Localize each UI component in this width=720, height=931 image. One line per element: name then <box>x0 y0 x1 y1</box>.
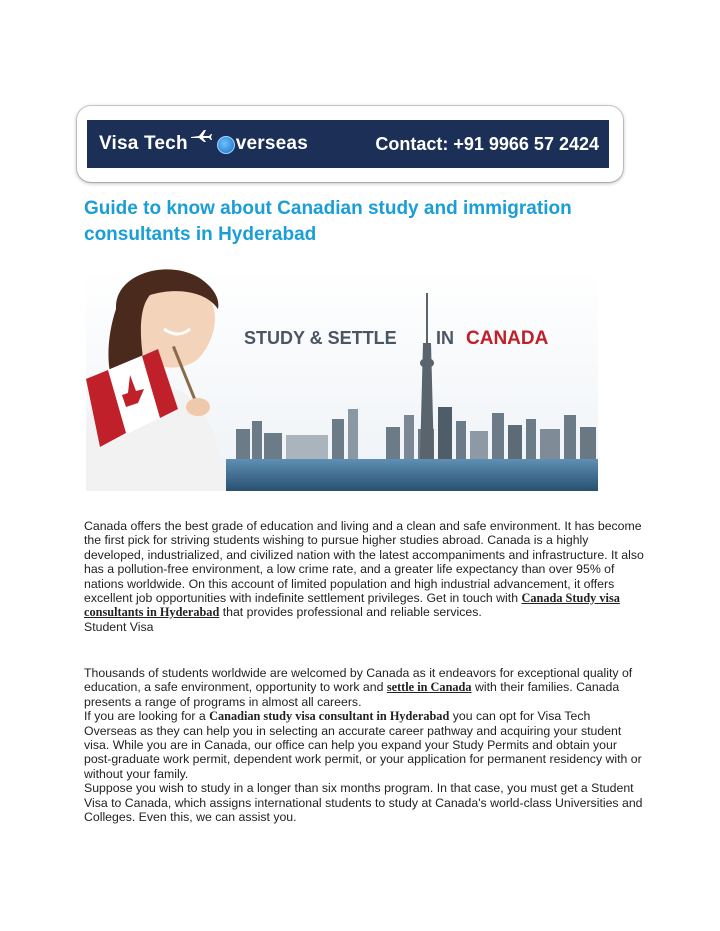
paragraph-3-text-b: you can opt for Visa Tech Overseas as they can help you in selecting an accurate career pathway and acquiring your student visa. While you are in Canada, our office can help you expand your Study Permits and obtain your post-graduate work permit, dependent work permit, or your application for permanent residency with or without your family. <box>84 709 642 781</box>
contact-phone: Contact: +91 9966 57 2424 <box>375 133 599 154</box>
paragraph-intro-text-b: that provides professional and reliable services. <box>219 605 482 620</box>
hero-image-study-settle-canada <box>86 269 598 491</box>
header-banner <box>87 120 609 168</box>
subheading-student-visa: Student Visa <box>84 619 154 634</box>
paragraph-3-text-a: If you are looking for a <box>84 709 210 724</box>
logo-text-overseas: verseas <box>235 133 308 154</box>
link-settle-in-canada[interactable]: settle in Canada <box>386 680 472 695</box>
page-title: Guide to know about Canadian study and immigration consultants in Hyderabad <box>84 198 572 245</box>
logo-text-visa-tech: Visa Tech <box>99 133 188 154</box>
link-canada-study-visa-consultants[interactable]: Canada Study visa consultants in Hyderabad <box>84 591 620 620</box>
paragraph-student-visa <box>84 666 644 824</box>
paragraph-3-bold: Canadian study visa consultant in Hyderabad <box>209 709 450 724</box>
paragraph-2-text-a: Thousands of students worldwide are welcomed by Canada as it endeavors for exceptional quality of education, a safe environment, opportunity to work and <box>84 666 633 695</box>
paragraph-intro <box>84 519 644 634</box>
paragraph-2-text-b: with their families. Canada presents a range of programs in almost all careers. <box>84 680 620 709</box>
hero-caption-in: IN <box>436 328 454 348</box>
paragraph-4-text: Suppose you wish to study in a longer than six months program. In that case, you must get a Student Visa to Canada, which assigns international students to study at Canada's world-class Universities and Colleges. Even this, we can assist you. <box>84 781 643 825</box>
header-banner-frame <box>77 106 623 182</box>
hero-caption-study-settle: STUDY & SETTLE <box>244 328 397 348</box>
hero-caption-canada: CANADA <box>466 328 549 349</box>
paragraph-intro-text-a: Canada offers the best grade of education and living and a clean and safe environment. It has become the first pick for striving students wishing to pursue higher studies abroad. Canada is a highly developed, industrialized, and civilized nation with the latest accompaniments and infrastructure. It also has a pollution-free environment, a low crime rate, and a greater life expectancy than over 95% of nations worldwide. On this account of limited population and high industrial advancement, it offers excellent job opportunities with indefinite settlement privileges. Get in touch with <box>84 519 644 606</box>
company-logo <box>99 133 308 155</box>
globe-icon <box>217 136 235 154</box>
airplane-icon <box>190 129 212 143</box>
